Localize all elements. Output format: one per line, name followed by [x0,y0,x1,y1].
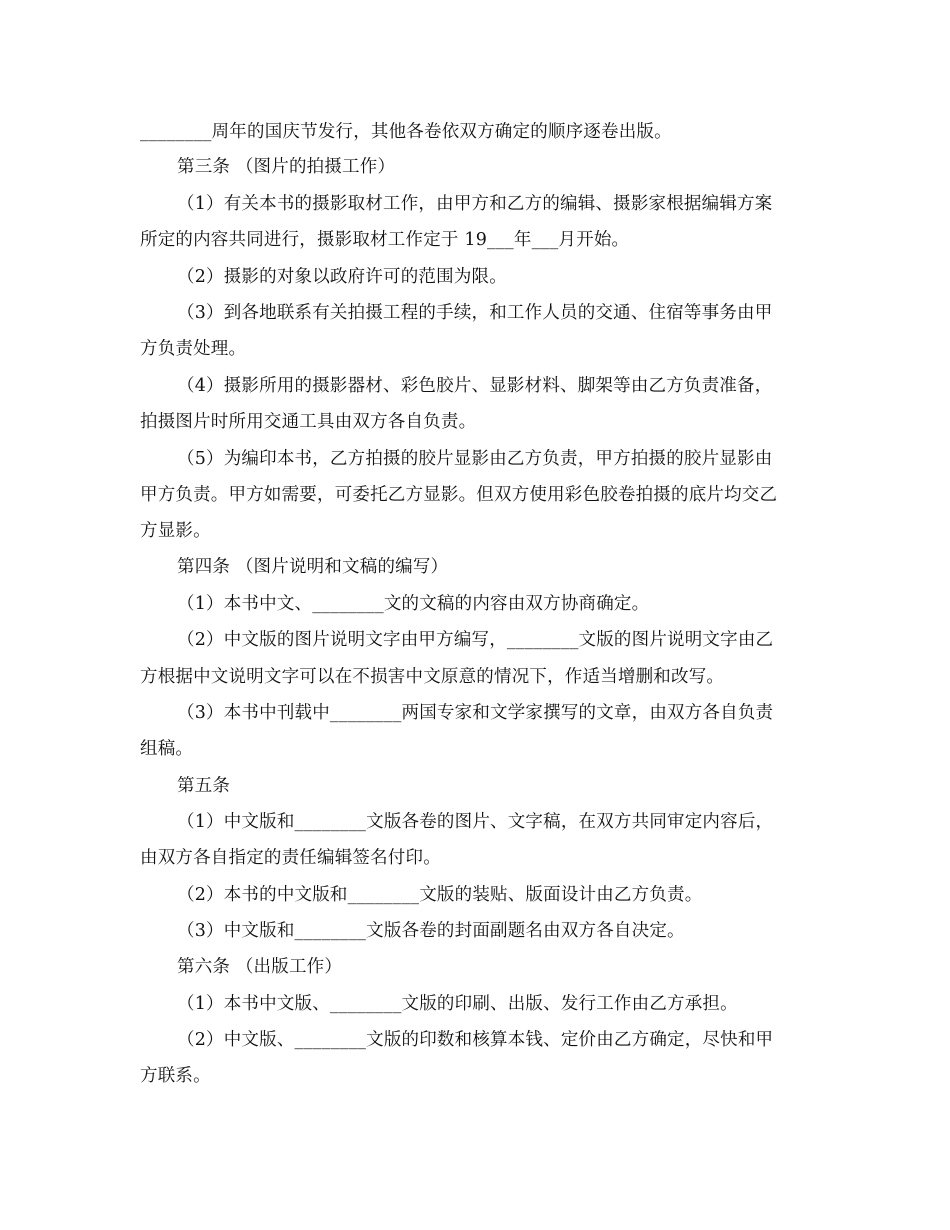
text-line: （5）为编印本书，乙方拍摄的胶片显影由乙方负责，甲方拍摄的胶片显影由 [177,449,773,469]
article-4-heading: 第四条 （图片说明和文稿的编写） [177,557,449,577]
text-line: 方根据中文说明文字可以在不损害中文原意的情况下，作适当增删和改写。 [140,667,725,687]
text-line: ________周年的国庆节发行，其他各卷依双方确定的顺序逐卷出版。 [140,122,672,142]
text-line: （2）中文版的图片说明文字由甲方编写，________文版的图片说明文字由乙 [177,630,774,650]
text-line: （3）中文版和________文版各卷的封面副题名由双方各自决定。 [177,921,685,941]
text-line: （1）有关本书的摄影取材工作，由甲方和乙方的编辑、摄影家根据编辑方案 [177,194,773,214]
article-6-heading: 第六条 （出版工作） [177,957,343,977]
text-line: 方显影。 [140,521,211,541]
text-line: （2）中文版、________文版的印数和核算本钱、定价由乙方确定，尽快和甲 [177,1030,774,1050]
text-line: （1）中文版和________文版各卷的图片、文字稿，在双方共同审定内容后， [177,812,774,832]
text-line: （4）摄影所用的摄影器材、彩色胶片、显影材料、脚架等由乙方负责准备， [177,376,773,396]
article-3-heading: 第三条 （图片的拍摄工作） [177,157,396,177]
text-line: 甲方负责。甲方如需要，可委托乙方显影。但双方使用彩色胶卷拍摄的底片均交乙 [140,485,778,505]
text-line: 方联系。 [140,1066,211,1086]
text-line: 所定的内容共同进行，摄影取材工作定于 19___年___月开始。 [140,230,630,250]
text-line: （3）本书中刊载中________两国专家和文学家撰写的文章，由双方各自负责 [177,703,774,723]
text-line: （2）摄影的对象以政府许可的范围为限。 [177,267,507,287]
text-line: （2）本书的中文版和________文版的装贴、版面设计由乙方负责。 [177,885,703,905]
text-line: 方负责处理。 [140,339,247,359]
text-line: （1）本书中文版、________文版的印刷、出版、发行工作由乙方承担。 [177,994,738,1014]
text-line: 组稿。 [140,739,194,759]
text-line: 由双方各自指定的责任编辑签名付印。 [140,848,441,868]
text-line: 拍摄图片时所用交通工具由双方各自负责。 [140,412,477,432]
text-line: （3）到各地联系有关拍摄工程的手续，和工作人员的交通、住宿等事务由甲 [177,303,773,323]
text-line: （1）本书中文、________文的文稿的内容由双方协商确定。 [177,594,650,614]
article-5-heading: 第五条 [177,776,231,796]
